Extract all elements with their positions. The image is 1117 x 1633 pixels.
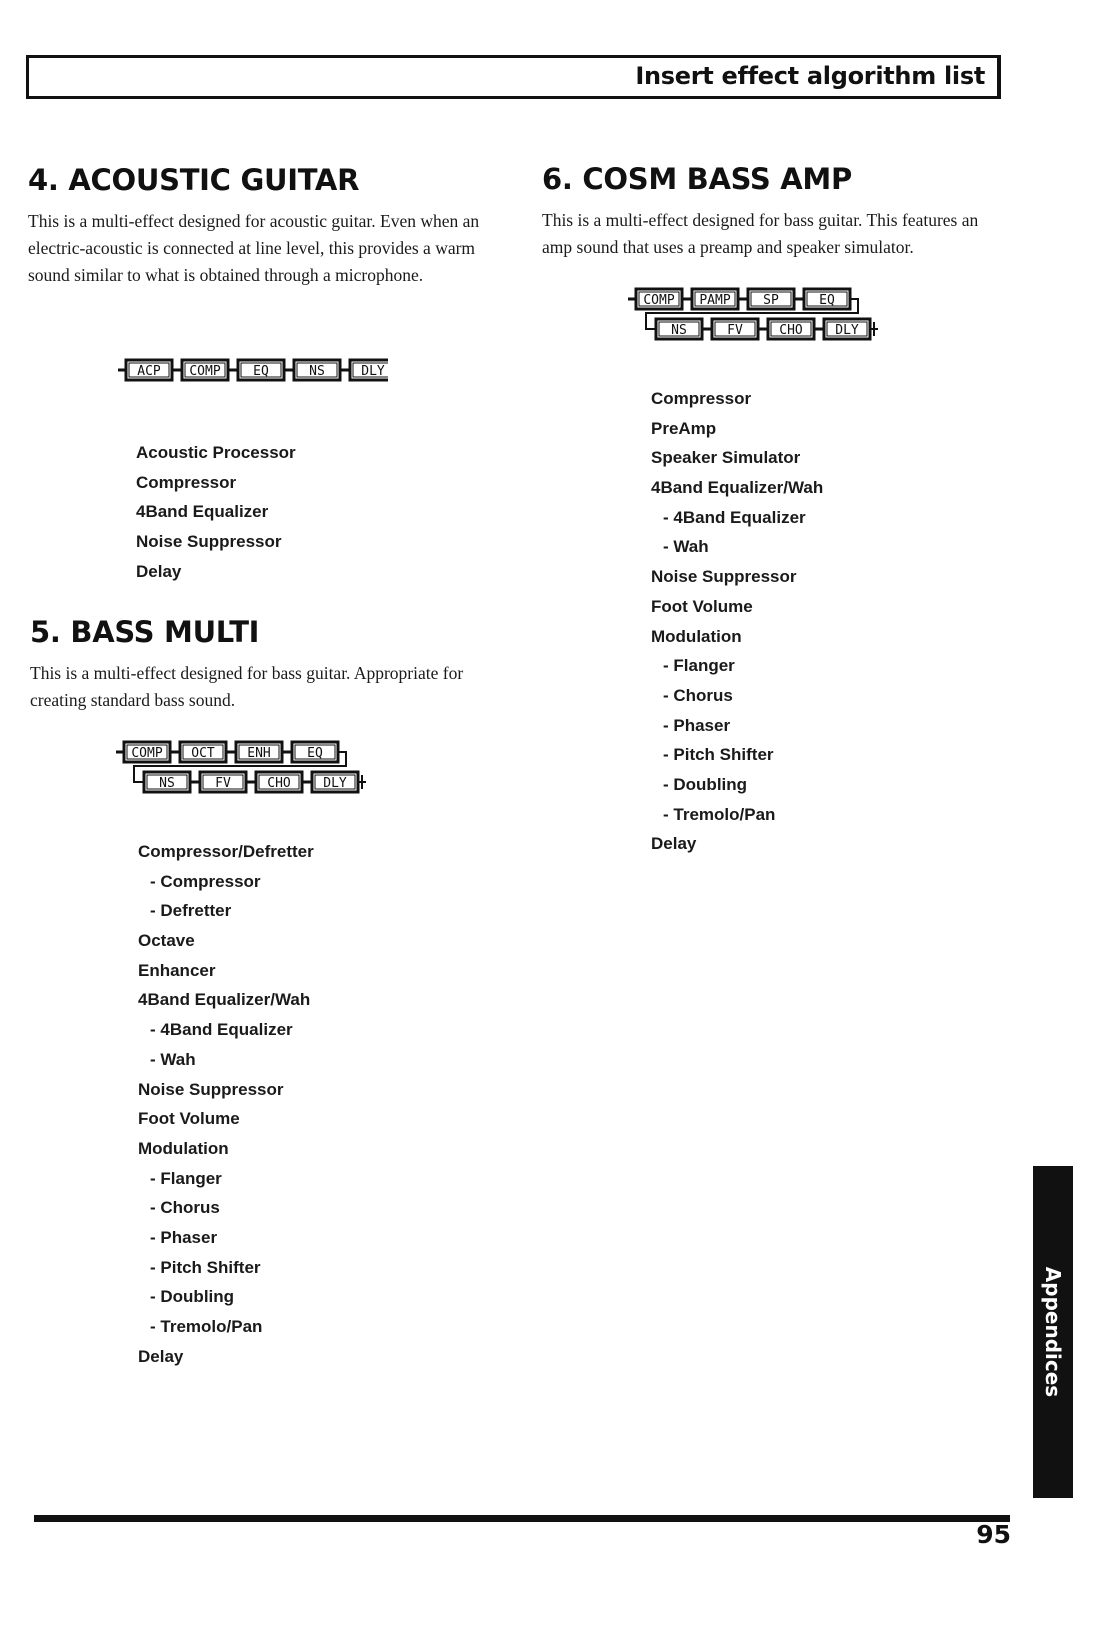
sub-module-item: - Wah [150,1049,196,1069]
effect-block-label: COMP [131,746,163,761]
effect-block-label: SP [763,293,779,308]
sub-module-item: - Pitch Shifter [663,745,774,765]
effect-block-label: OCT [191,746,215,761]
effect-block [144,772,190,792]
effect-chain-diagram [116,738,378,798]
effect-block [312,772,358,792]
effect-block-label: EQ [307,746,323,761]
module-item: Foot Volume [138,1109,240,1129]
effect-block-label: ACP [137,364,161,379]
effect-chain-diagram [628,285,890,345]
module-item: Compressor/Defretter [138,842,314,861]
sub-module-item: - 4Band Equalizer [663,507,806,527]
effect-block-label: FV [215,776,231,791]
sub-module-item: - Compressor [150,871,261,891]
effect-block [294,360,340,380]
module-item: Noise Suppressor [136,532,282,552]
effect-chain-svg [118,356,388,386]
effect-block-label: DLY [323,776,347,791]
effect-block [126,360,172,380]
module-item: Compressor [651,389,752,408]
module-item: Octave [138,931,195,951]
effect-chain-svg [628,285,890,345]
effect-block [350,360,388,380]
sub-module-item: - Defretter [150,901,232,921]
effect-block [804,289,850,309]
effect-block-label: COMP [189,364,221,379]
section-title: 4. ACOUSTIC GUITAR [28,163,360,197]
module-list [651,384,823,859]
effect-block [182,360,228,380]
effect-block [636,289,682,309]
section-description: This is a multi-effect designed for bass guitar. Appropriate for creating standard bass sound. [30,663,464,710]
module-item: Modulation [651,626,742,646]
module-item: Delay [651,834,697,854]
effect-block [712,319,758,339]
effect-block-label: NS [309,364,325,379]
module-item: Noise Suppressor [651,567,797,587]
module-item: Delay [138,1346,184,1366]
sub-module-item: - Phaser [663,715,731,735]
effect-block [768,319,814,339]
sub-module-item: - Doubling [150,1287,235,1307]
effect-block [692,289,738,309]
module-item: Enhancer [138,960,216,980]
sub-module-item: - Tremolo/Pan [663,804,776,824]
effect-block-label: NS [159,776,175,791]
effect-block-label: COMP [643,293,675,308]
sub-module-item: - 4Band Equalizer [150,1020,293,1040]
effect-block-label: EQ [819,293,835,308]
header-title: Insert effect algorithm list [635,62,985,90]
sub-module-item: - Pitch Shifter [150,1257,261,1277]
effect-block [256,772,302,792]
module-item: Speaker Simulator [651,448,801,468]
module-list [136,438,296,586]
module-item: PreAmp [651,418,717,438]
effect-block-label: CHO [267,776,291,791]
effect-block-label: ENH [247,746,271,761]
sub-module-item: - Flanger [150,1168,222,1188]
module-item: 4Band Equalizer/Wah [651,478,824,498]
sub-module-item: - Doubling [663,774,748,794]
sub-module-item: - Flanger [663,656,735,676]
effect-block [292,742,338,762]
header-box [26,55,1001,99]
module-item: 4Band Equalizer/Wah [138,990,311,1010]
module-item: Foot Volume [651,596,753,616]
effect-block-label: PAMP [699,293,731,308]
effect-chain-svg [116,738,378,798]
side-tab-label: Appendices [1041,1266,1065,1398]
section-title: 6. COSM BASS AMP [542,162,852,196]
effect-block-label: FV [727,323,743,338]
sub-module-item: - Chorus [663,685,733,705]
sub-module-item: - Tremolo/Pan [150,1317,263,1336]
effect-block-label: NS [671,323,687,338]
module-item: Delay [136,561,182,581]
sub-module-item: - Wah [663,537,709,557]
section-description: This is a multi-effect designed for acoustic guitar. Even when an electric-acoustic is connected at line level, this provides a warm sound similar to what is obtained through a microphone. [28,211,480,285]
section-description: This is a multi-effect designed for bass guitar. This features an amp sound that uses a preamp and speaker simulator. [542,210,979,257]
effect-block [656,319,702,339]
section-title: 5. BASS MULTI [30,615,260,649]
sub-module-item: - Phaser [150,1227,218,1247]
module-item: Noise Suppressor [138,1079,284,1099]
module-list [138,837,314,1371]
effect-block [238,360,284,380]
footer-rule [34,1515,1010,1522]
page-number: 95 [976,1520,1011,1549]
sub-module-item: - Chorus [150,1198,220,1218]
effect-block [180,742,226,762]
effect-block-label: CHO [779,323,803,338]
effect-block [124,742,170,762]
effect-block-label: EQ [253,364,269,379]
module-item: Compressor [136,472,237,492]
effect-block [748,289,794,309]
effect-block [200,772,246,792]
module-item: Acoustic Processor [136,443,296,462]
module-item: Modulation [138,1138,229,1158]
effect-block-label: DLY [835,323,859,338]
effect-block-label: DLY [361,364,385,379]
effect-block [236,742,282,762]
side-tab [1033,1166,1073,1498]
effect-chain-diagram [118,356,388,386]
effect-block [824,319,870,339]
module-item: 4Band Equalizer [136,502,269,522]
